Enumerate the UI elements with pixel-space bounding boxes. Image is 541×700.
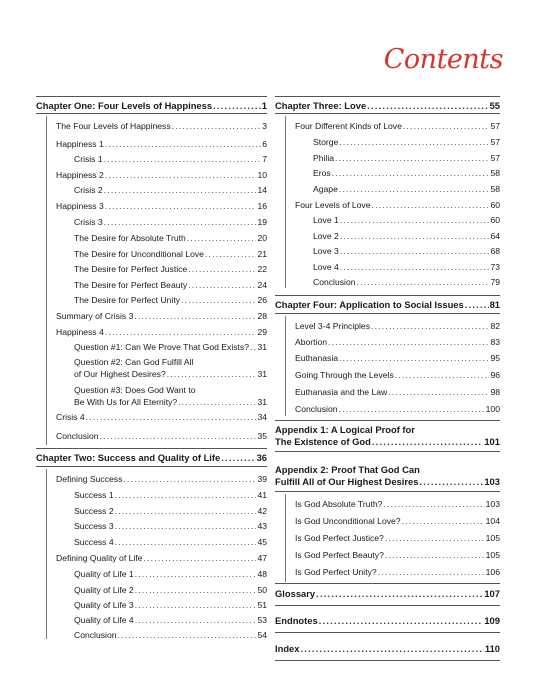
dot-leader [104,153,262,165]
toc-entry[interactable] [74,505,267,517]
dot-leader [221,452,255,464]
toc-page: 48 [257,569,267,579]
dot-leader [316,588,483,600]
toc-page: 7 [262,154,267,164]
toc-label: Philia [313,153,335,163]
dot-leader [167,368,257,380]
rule [36,96,267,97]
toc-label: Crisis 1 [74,154,103,164]
toc-label: Index [275,643,300,654]
toc-page: 43 [257,521,267,531]
dot-leader [383,498,484,510]
dot-leader [135,568,257,580]
toc-entry[interactable] [56,326,267,338]
dot-leader [250,341,256,353]
toc-label: Quality of Life 2 [74,585,134,595]
toc-label: Glossary [275,588,316,599]
toc-label: Defining Quality of Life [56,553,143,563]
toc-entry[interactable] [313,152,500,164]
toc-entry[interactable] [74,520,267,532]
toc-page: 110 [484,643,500,654]
toc-label: The Four Levels of Happiness [56,121,171,131]
toc-page: 58 [490,184,500,194]
toc-entry[interactable] [74,384,267,408]
toc-page: 57 [490,137,500,147]
toc-label: Conclusion [74,630,117,640]
toc-entry[interactable] [295,403,500,415]
dot-leader [205,248,257,260]
toc-entry[interactable] [313,167,500,179]
toc-page: 107 [484,588,500,599]
toc-entry[interactable] [313,276,500,288]
toc-entry[interactable] [74,568,267,580]
toc-page: 101 [484,436,500,447]
toc-entry[interactable] [74,248,267,260]
rule [275,313,500,314]
toc-label: Level 3-4 Principles [295,321,370,331]
toc-page: 54 [257,630,267,640]
dot-leader [385,549,485,561]
toc-entry[interactable] [74,341,267,353]
dot-leader [339,183,490,195]
toc-page: 16 [257,201,267,211]
toc-label: Happiness 1 [56,139,104,149]
toc-page: 31 [257,397,267,407]
dot-leader [181,294,256,306]
toc-page: 6 [262,139,267,149]
toc-entry[interactable] [74,294,267,306]
toc-label: Is God Unconditional Love? [295,516,401,526]
toc-page: 79 [490,277,500,287]
toc-entry[interactable] [295,532,500,544]
dot-leader [419,476,483,488]
rule [36,113,267,114]
toc-page: 28 [257,311,267,321]
toc-page: 47 [257,553,267,563]
toc-page: 41 [257,490,267,500]
toc-label: Abortion [295,337,328,347]
toc-label: The Desire for Absolute Truth [74,233,186,243]
toc-label: Crisis 2 [74,185,103,195]
toc-chapter[interactable] [275,615,500,627]
toc-entry[interactable] [295,515,500,527]
toc-page: 50 [257,585,267,595]
toc-page: 103 [484,476,500,487]
toc-page: 68 [490,246,500,256]
toc-page: 60 [490,215,500,225]
toc-label: Crisis 4 [56,412,85,422]
toc-label: Success 3 [74,521,114,531]
toc-entry[interactable] [313,245,500,257]
toc-label: Love 4 [313,262,339,272]
dot-leader [367,100,488,112]
toc-page: 58 [490,168,500,178]
toc-label-line: Question #3: Does God Want to [74,385,196,395]
toc-label: Is God Perfect Beauty? [295,550,384,560]
toc-page: 106 [485,567,500,577]
toc-page: 35 [257,431,267,441]
toc-entry[interactable] [56,310,267,322]
rule [275,632,500,633]
toc-page: 98 [490,387,500,397]
dot-leader [123,473,256,485]
toc-entry[interactable] [295,336,500,348]
dot-leader [340,230,490,242]
toc-page: 19 [257,217,267,227]
toc-label: Crisis 3 [74,217,103,227]
toc-page: 103 [485,499,500,509]
toc-entry[interactable] [56,473,267,485]
dot-leader [104,184,257,196]
toc-entry[interactable] [74,279,267,291]
rule [275,113,500,114]
toc-label: Quality of Life 3 [74,600,134,610]
toc-entry[interactable] [56,138,267,150]
toc-label: Happiness 2 [56,170,104,180]
dot-leader [340,245,490,257]
toc-label: Conclusion [295,404,338,414]
toc-page: 82 [490,321,500,331]
dot-leader [135,614,257,626]
toc-page: 3 [262,121,267,131]
dot-leader [213,100,261,112]
dot-leader [188,263,256,275]
toc-chapter[interactable] [275,299,500,311]
toc-page: 64 [490,231,500,241]
toc-page: 31 [257,369,267,379]
dot-leader [340,261,490,273]
toc-label: Success 1 [74,490,114,500]
dot-leader [388,386,489,398]
dot-leader [332,167,490,179]
dot-leader [105,326,257,338]
dot-leader [385,532,485,544]
toc-label: Love 3 [313,246,339,256]
toc-label: Chapter One: Four Levels of Happiness [36,100,213,111]
toc-label: Four Different Kinds of Love [295,121,402,131]
toc-entry[interactable] [295,498,500,510]
dot-leader [104,216,257,228]
dot-leader [403,120,490,132]
toc-entry[interactable] [313,230,500,242]
dot-leader [378,566,485,578]
toc-entry[interactable] [56,552,267,564]
toc-entry[interactable] [74,232,267,244]
dot-leader [188,279,256,291]
dot-leader [105,169,257,181]
toc-label: Chapter Three: Love [275,100,367,111]
toc-page: 73 [490,262,500,272]
toc-page: 45 [257,537,267,547]
toc-label: The Desire for Perfect Beauty [74,280,188,290]
toc-page: 109 [484,615,500,626]
toc-page: 26 [257,295,267,305]
toc-label: Summary of Crisis 3 [56,311,134,321]
toc-page: 81 [489,299,500,310]
toc-entry[interactable] [74,184,267,196]
toc-right-column [275,0,500,700]
dot-leader [100,430,257,442]
toc-label: Is God Absolute Truth? [295,499,383,509]
toc-entry[interactable] [295,369,500,381]
toc-page: 51 [257,600,267,610]
dot-leader [340,214,490,226]
toc-chapter[interactable] [36,100,267,112]
dot-leader [105,138,261,150]
toc-label: Question #1: Can We Prove That God Exists? [74,342,249,352]
toc-page: 83 [490,337,500,347]
dot-leader [86,411,257,423]
toc-entry[interactable] [295,352,500,364]
toc-chapter[interactable] [275,464,500,488]
toc-entry[interactable] [74,599,267,611]
toc-page: 34 [257,412,267,422]
toc-page: 31 [257,342,267,352]
toc-label: Quality of Life 4 [74,615,134,625]
toc-entry[interactable] [56,411,267,423]
indent-rule [285,316,286,416]
toc-page: 42 [257,506,267,516]
dot-leader [335,152,489,164]
rule [275,420,500,421]
toc-left-column [36,0,267,700]
dot-leader [395,369,490,381]
toc-entry[interactable] [74,614,267,626]
toc-chapter[interactable] [275,643,500,655]
toc-label: The Existence of God [275,436,371,447]
toc-label: Four Levels of Love [295,200,371,210]
rule [275,583,500,584]
toc-entry[interactable] [56,120,267,132]
toc-page: 95 [490,353,500,363]
dot-leader [135,584,257,596]
dot-leader [301,643,484,655]
dot-leader [134,310,256,322]
indent-rule [46,469,47,639]
toc-page: 14 [257,185,267,195]
toc-label: Storge [313,137,339,147]
rule [275,451,500,452]
dot-leader [187,232,257,244]
toc-page: 57 [490,153,500,163]
toc-page: 96 [490,370,500,380]
toc-label: of Our Highest Desires? [74,369,166,379]
rule [275,491,500,492]
toc-label: Going Through the Levels [295,370,394,380]
toc-entry[interactable] [295,549,500,561]
toc-chapter[interactable] [275,100,500,112]
toc-label: Conclusion [313,277,356,287]
toc-label: The Desire for Unconditional Love [74,249,204,259]
toc-page: 1 [261,100,267,111]
toc-page: 24 [257,280,267,290]
toc-label-line: Appendix 1: A Logical Proof for [275,424,415,435]
toc-entry[interactable] [74,153,267,165]
toc-label: Eros [313,168,331,178]
toc-label: Chapter Four: Application to Social Issues [275,299,464,310]
toc-entry[interactable] [56,200,267,212]
toc-page: 57 [490,121,500,131]
toc-label: Euthanasia [295,353,339,363]
toc-label: Conclusion [56,431,99,441]
toc-label: Chapter Two: Success and Quality of Life [36,452,221,463]
toc-page: 39 [257,474,267,484]
toc-chapter[interactable] [275,588,500,600]
toc-entry[interactable] [313,183,500,195]
rule [275,605,500,606]
dot-leader [339,136,489,148]
indent-rule [285,494,286,582]
toc-label: Success 4 [74,537,114,547]
toc-page: 21 [257,249,267,259]
toc-page: 55 [489,100,500,111]
toc-label: The Desire for Perfect Unity [74,295,181,305]
toc-entry[interactable] [56,169,267,181]
toc-entry[interactable] [74,629,267,641]
toc-page: 10 [257,170,267,180]
dot-leader [357,276,490,288]
toc-label: Defining Success [56,474,123,484]
dot-leader [115,489,257,501]
toc-label: Fulfill All of Our Highest Desires [275,476,419,487]
dot-leader [105,200,257,212]
toc-label: Happiness 3 [56,201,104,211]
dot-leader [328,336,489,348]
toc-page: 60 [490,200,500,210]
toc-entry[interactable] [295,386,500,398]
toc-page: 53 [257,615,267,625]
toc-page: 104 [485,516,500,526]
toc-page: 29 [257,327,267,337]
toc-label: Be With Us for All Eternity? [74,397,178,407]
indent-rule [46,116,47,445]
indent-rule [285,116,286,288]
rule [275,660,500,661]
dot-leader [178,396,256,408]
toc-entry[interactable] [74,536,267,548]
rule [36,466,267,467]
dot-leader [172,120,262,132]
toc-chapter[interactable] [36,452,267,464]
toc-entry[interactable] [313,136,500,148]
toc-page: 20 [257,233,267,243]
dot-leader [115,536,257,548]
toc-entry[interactable] [74,584,267,596]
toc-entry[interactable] [74,263,267,275]
rule [275,96,500,97]
dot-leader [402,515,485,527]
toc-entry[interactable] [295,199,500,211]
toc-label: Euthanasia and the Law [295,387,388,397]
toc-entry[interactable] [295,120,500,132]
dot-leader [115,505,257,517]
dot-leader [371,320,489,332]
toc-label: Endnotes [275,615,318,626]
toc-entry[interactable] [295,566,500,578]
dot-leader [143,552,256,564]
toc-entry[interactable] [313,214,500,226]
toc-label: Love 1 [313,215,339,225]
toc-entry[interactable] [313,261,500,273]
toc-entry[interactable] [74,216,267,228]
toc-label: Happiness 4 [56,327,104,337]
dot-leader [339,403,485,415]
toc-label: Is God Perfect Justice? [295,533,384,543]
dot-leader [319,615,484,627]
toc-label: Quality of Life 1 [74,569,134,579]
toc-entry[interactable] [56,430,267,442]
toc-label: Agape [313,184,338,194]
dot-leader [372,436,483,448]
toc-page: 100 [485,404,500,414]
page-title: Contents [383,44,503,75]
toc-page: 36 [256,452,267,463]
toc-page: 105 [485,550,500,560]
dot-leader [118,629,257,641]
toc-entry[interactable] [74,356,267,380]
toc-label: Is God Perfect Unity? [295,567,377,577]
toc-label-line: Appendix 2: Proof That God Can [275,464,420,475]
toc-label-line: Question #2: Can God Fulfill All [74,357,194,367]
dot-leader [115,520,257,532]
toc-entry[interactable] [295,320,500,332]
rule [36,448,267,449]
dot-leader [371,199,489,211]
rule [275,295,500,296]
toc-entry[interactable] [74,489,267,501]
dot-leader [135,599,257,611]
toc-label: Success 2 [74,506,114,516]
toc-chapter[interactable] [275,424,500,448]
dot-leader [465,299,489,311]
dot-leader [339,352,489,364]
toc-page: 105 [485,533,500,543]
toc-label: The Desire for Perfect Justice [74,264,188,274]
toc-label: Love 2 [313,231,339,241]
toc-page: 22 [257,264,267,274]
